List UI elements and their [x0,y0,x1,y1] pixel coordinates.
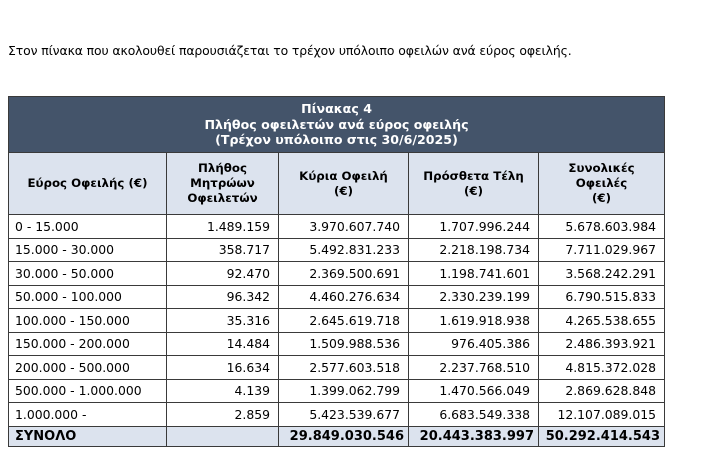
total-row [9,426,665,446]
total-debt-cell: 2.869.628.848 [539,379,665,403]
additional-charges-cell: 1.707.996.244 [409,215,539,239]
table-header-row [9,153,665,215]
table-title-line-3: (Τρέχον υπόλοιπο στις 30/6/2025) [215,132,458,148]
additional-charges-cell: 6.683.549.338 [409,403,539,427]
principal-debt-cell: 4.460.276.634 [279,285,409,309]
header-line: Μητρώων [190,176,255,190]
header-line: Οφειλετών [187,191,258,205]
table-row [9,309,665,333]
header-line: Κύρια Οφειλή [299,168,388,183]
debt-range-cell: 500.000 - 1.000.000 [9,379,167,403]
debtor-count-cell: 35.316 [167,309,279,333]
total-debt-cell: 2.486.393.921 [539,332,665,356]
total-debt-cell: 3.568.242.291 [539,262,665,286]
total-debt-cell: 4.265.538.655 [539,309,665,333]
additional-charges-cell: 1.619.918.938 [409,309,539,333]
additional-charges-cell: 976.405.386 [409,332,539,356]
debt-range-cell: 200.000 - 500.000 [9,356,167,380]
debt-range-cell: 1.000.000 - [9,403,167,427]
principal-debt-cell: 5.492.831.233 [279,238,409,262]
total-debt-cell: 6.790.515.833 [539,285,665,309]
total-debt-cell: 4.815.372.028 [539,356,665,380]
debt-range-cell: 100.000 - 150.000 [9,309,167,333]
intro-paragraph: Στον πίνακα που ακολουθεί παρουσιάζεται το τρέχον υπόλοιπο οφειλών ανά εύρος οφειλής. [8,43,572,58]
additional-charges-cell: 2.218.198.734 [409,238,539,262]
total-debt-range-cell: ΣΥΝΟΛΟ [9,426,167,446]
header-debtor-count [167,153,279,215]
table-title-row [9,97,665,153]
header-line: Συνολικές [568,161,635,175]
debt-range-cell: 150.000 - 200.000 [9,332,167,356]
debtor-count-cell: 92.470 [167,262,279,286]
total-debtor-count-cell [167,426,279,446]
debt-range-cell: 30.000 - 50.000 [9,262,167,286]
table-title-line-1: Πίνακας 4 [301,101,372,117]
total-debt-cell: 5.678.603.984 [539,215,665,239]
debt-range-cell: 15.000 - 30.000 [9,238,167,262]
debtor-count-cell: 358.717 [167,238,279,262]
header-line: (€) [334,183,353,198]
header-line: Πρόσθετα Τέλη [423,168,524,183]
table-row [9,238,665,262]
debtor-count-cell: 4.139 [167,379,279,403]
debtor-count-cell: 14.484 [167,332,279,356]
table-row [9,262,665,286]
principal-debt-cell: 3.970.607.740 [279,215,409,239]
total-additional-charges-cell: 20.443.383.997 [409,426,539,446]
header-principal-debt [279,153,409,215]
debtor-count-cell: 2.859 [167,403,279,427]
table-row [9,215,665,239]
header-line: Πλήθος [198,161,247,175]
additional-charges-cell: 1.198.741.601 [409,262,539,286]
principal-debt-cell: 2.369.500.691 [279,262,409,286]
principal-debt-cell: 1.509.988.536 [279,332,409,356]
total-debt-cell: 12.107.089.015 [539,403,665,427]
header-line: Οφειλές [575,176,628,190]
debtor-count-cell: 16.634 [167,356,279,380]
debt-range-cell: 50.000 - 100.000 [9,285,167,309]
principal-debt-cell: 2.645.619.718 [279,309,409,333]
total-total-debt-cell: 50.292.414.543 [539,426,665,446]
header-total-debt [539,153,665,215]
total-principal-debt-cell: 29.849.030.546 [279,426,409,446]
total-debt-cell: 7.711.029.967 [539,238,665,262]
header-additional-charges [409,153,539,215]
table-title [9,97,665,153]
table-row [9,356,665,380]
table-row [9,285,665,309]
header-debt-range [9,153,167,215]
debtor-count-cell: 1.489.159 [167,215,279,239]
header-line: Εύρος Οφειλής (€) [27,176,148,190]
principal-debt-cell: 1.399.062.799 [279,379,409,403]
header-line: (€) [592,191,611,205]
additional-charges-cell: 2.237.768.510 [409,356,539,380]
table-row [9,332,665,356]
debtor-count-cell: 96.342 [167,285,279,309]
debt-range-table [8,96,665,447]
additional-charges-cell: 1.470.566.049 [409,379,539,403]
debt-range-cell: 0 - 15.000 [9,215,167,239]
header-line: (€) [464,183,483,198]
table-row [9,403,665,427]
table-row [9,379,665,403]
principal-debt-cell: 2.577.603.518 [279,356,409,380]
principal-debt-cell: 5.423.539.677 [279,403,409,427]
additional-charges-cell: 2.330.239.199 [409,285,539,309]
table-title-line-2: Πλήθος οφειλετών ανά εύρος οφειλής [204,116,469,132]
